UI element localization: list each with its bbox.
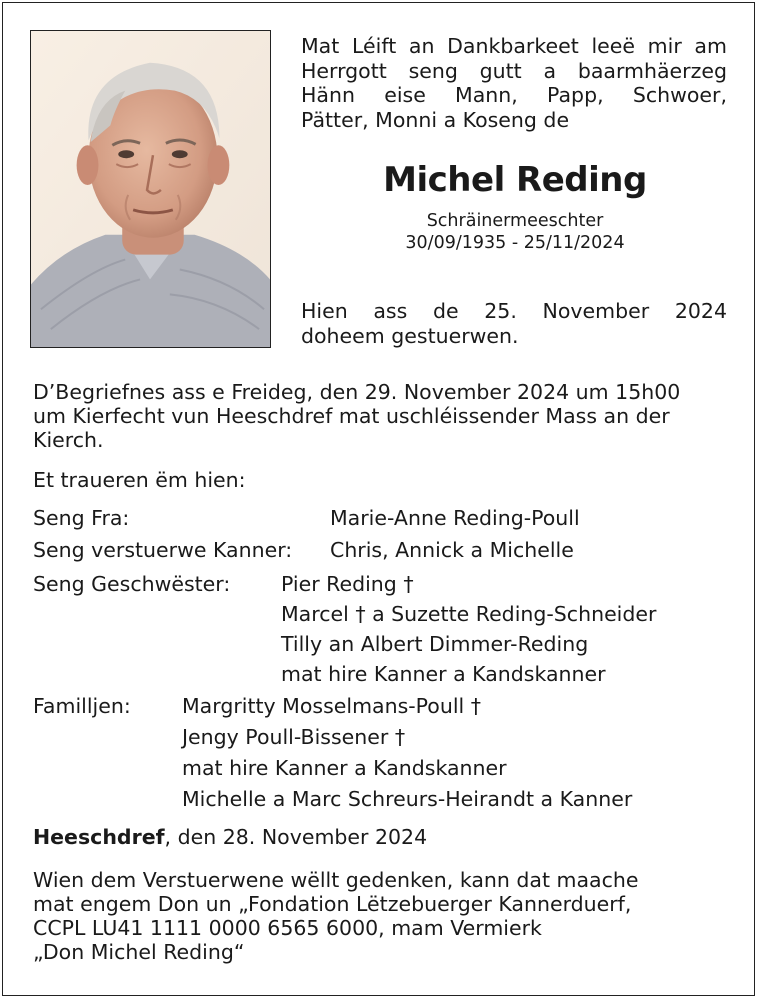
sibling-line-4: mat hire Kanner a Kandskanner	[281, 662, 606, 686]
intro-line-4: Pätter, Monni a Koseng de	[301, 107, 570, 132]
children-label: Seng verstuerwe Kanner:	[33, 538, 293, 562]
wife-name: Marie-Anne Reding-Poull	[330, 506, 580, 530]
families-label: Familljen:	[33, 694, 131, 718]
life-dates: 30/09/1935 - 25/11/2024	[405, 233, 625, 253]
wife-label: Seng Fra:	[33, 506, 130, 530]
donation-line-3: CCPL LU41 1111 0000 6565 6000, mam Vermierk	[33, 916, 542, 940]
profession: Schräinermeeschter	[426, 211, 604, 231]
funeral-line-1: D’Begriefnes ass e Freideg, den 29. November 2024 um 15h00	[33, 380, 681, 404]
deceased-name: Michel Reding	[383, 160, 647, 200]
sibling-line-3: Tilly an Albert Dimmer-Reding	[281, 632, 589, 656]
intro-line-3: Hänn eise Mann, Papp, Schwoer,	[301, 83, 727, 107]
family-line-3: mat hire Kanner a Kandskanner	[182, 756, 507, 780]
funeral-line-2: um Kierfecht vun Heeschdref mat uschléissender Mass an der	[33, 404, 670, 428]
intro-text	[301, 34, 727, 132]
place: Heeschdref	[33, 825, 165, 849]
family-line-2: Jengy Poull-Bissener †	[182, 725, 406, 749]
funeral-line-3: Kierch.	[33, 428, 104, 452]
sibling-line-1: Pier Reding †	[281, 572, 414, 596]
death-line-2: doheem gestuerwen.	[301, 323, 519, 348]
death-line-1: Hien ass de 25. November 2024	[301, 299, 727, 323]
family-line-1: Margritty Mosselmans-Poull †	[182, 694, 482, 718]
death-text	[301, 299, 727, 348]
sibling-line-2: Marcel † a Suzette Reding-Schneider	[281, 602, 657, 626]
family-line-4: Michelle a Marc Schreurs-Heirandt a Kanner	[182, 787, 633, 811]
mourning-intro: Et traueren ëm hien:	[33, 468, 246, 492]
donation-line-2: mat engem Don un „Fondation Lëtzebuerger Kannerduerf,	[33, 892, 632, 916]
donation-line-4: „Don Michel Reding“	[33, 940, 245, 964]
siblings-label: Seng Geschwëster:	[33, 572, 231, 596]
portrait-photo	[30, 30, 271, 348]
donation-line-1: Wien dem Verstuerwene wëllt gedenken, kann dat maache	[33, 868, 639, 892]
children-names: Chris, Annick a Michelle	[330, 538, 574, 562]
date-text: , den 28. November 2024	[164, 825, 428, 849]
intro-line-2: Herrgott seng gutt a baarmhäerzeg	[301, 58, 727, 83]
place-date	[33, 825, 427, 850]
intro-line-1: Mat Léift an Dankbarkeet leeë mir am	[301, 34, 727, 58]
